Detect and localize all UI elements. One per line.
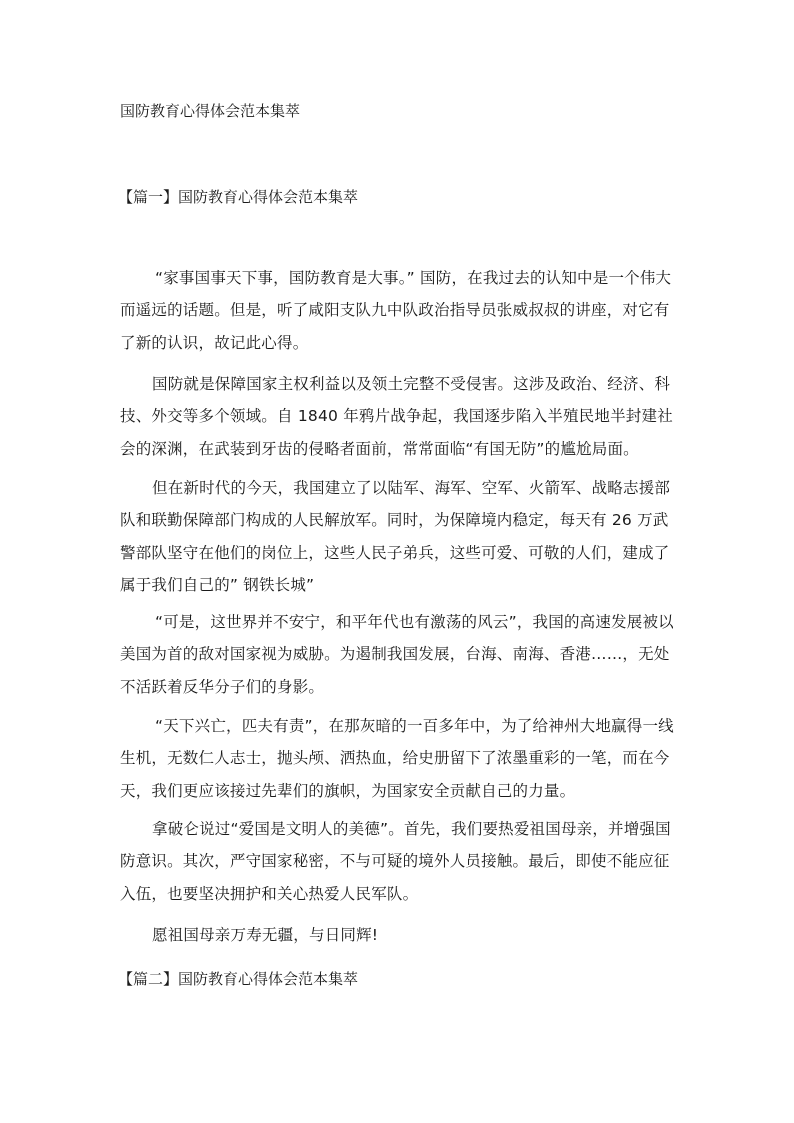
- section-heading-1: 【篇一】国防教育心得体会范本集萃: [118, 188, 359, 206]
- paragraph-3: 但在新时代的今天，我国建立了以陆军、海军、空军、火箭军、战略志援部队和联勤保障部门构成的人民解放军。同时，为保障境内稳定，每天有 26 万武警部队坚守在他们的岗位上，这些人民子弟兵，这些可爱、可敬的人们，建成了属于我们自己的” 钢铁长城”: [120, 479, 671, 595]
- paragraph-1: “家事国事天下事，国防教育是大事。” 国防，在我过去的认知中是一个伟大而遥远的话题。但是，听了咸阳支队九中队政治指导员张威叔叔的讲座，对它有了新的认识，故记此心得。: [120, 269, 672, 352]
- section-heading-2: 【篇二】国防教育心得体会范本集萃: [118, 970, 359, 988]
- paragraph-4: “可是，这世界并不安宁，和平年代也有激荡的风云”，我国的高速发展被以美国为首的敌对国家视为威胁。为遏制我国发展，台海、南海、香港……，无处不活跃着反华分子们的身影。: [120, 613, 674, 696]
- paragraph-2: 国防就是保障国家主权利益以及领土完整不受侵害。这涉及政治、经济、科技、外交等多个领域。自 1840 年鸦片战争起，我国逐步陷入半殖民地半封建社会的深渊，在武装到牙齿的侵略者面前，常常面临“有国无防”的尴尬局面。: [120, 375, 673, 458]
- paragraph-6: 拿破仑说过“爱国是文明人的美德”。首先，我们要热爱祖国母亲，并增强国防意识。其次，严守国家秘密，不与可疑的境外人员接触。最后，即使不能应征入伍，也要坚决拥护和关心热爱人民军队。: [120, 820, 671, 903]
- document-title: 国防教育心得体会范本集萃: [120, 102, 301, 120]
- paragraph-5: “天下兴亡，匹夫有责”，在那灰暗的一百多年中，为了给神州大地赢得一线生机，无数仁人志士，抛头颅、洒热血，给史册留下了浓墨重彩的一笔，而在今天，我们更应该接过先辈们的旗帜，为国家安全贡献自己的力量。: [120, 717, 674, 800]
- paragraph-7: 愿祖国母亲万寿无疆，与日同辉!: [152, 926, 379, 944]
